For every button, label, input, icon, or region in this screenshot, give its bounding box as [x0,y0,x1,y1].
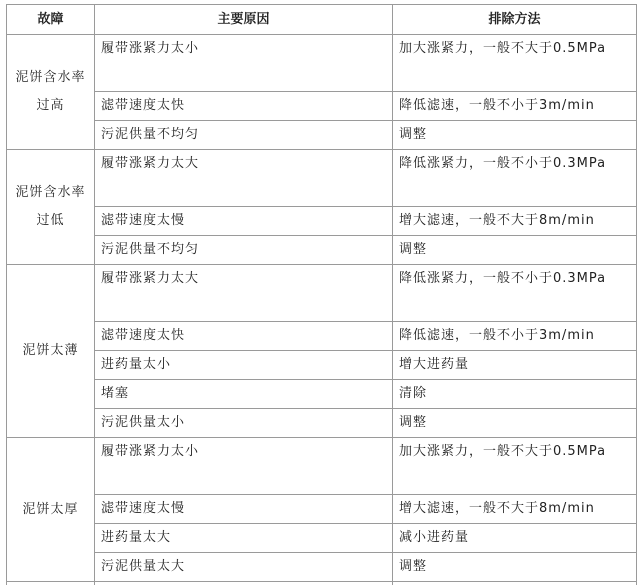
table-row [7,207,637,236]
remedy-cell: 调整 [393,236,637,265]
cause-cell: 履带涨紧力太小 [95,438,393,495]
cause-cell: 污泥供量太小 [95,409,393,438]
table-row [7,121,637,150]
table-row [7,380,637,409]
table-row [7,495,637,524]
remedy-cell: 降低涨紧力，一般不小于0.3MPa [393,265,637,322]
header-fault: 故障 [7,5,95,35]
cause-cell: 滤带速度太快 [95,322,393,351]
table-row [7,236,637,265]
table-row [7,265,637,322]
fault-cell: 泥饼太厚 [7,438,95,582]
cause-cell: 堵塞 [95,380,393,409]
cause-cell: 履带涨紧力太小 [95,35,393,92]
remedy-cell: 降低滤速，一般不小于3m/min [393,322,637,351]
fault-cell: 泥饼含水率过低 [7,150,95,265]
table-row [7,438,637,495]
table-row [7,553,637,582]
remedy-cell: 减小进药量 [393,524,637,553]
remedy-cell: 加大涨紧力，一般不大于0.5MPa [393,35,637,92]
troubleshooting-table [6,4,637,585]
cause-cell: 履带涨紧力太大 [95,150,393,207]
cause-cell: 滤带速度太慢 [95,207,393,236]
cause-cell: 滤带速度太慢 [95,495,393,524]
empty-cell [393,582,637,585]
cause-cell: 进药量太大 [95,524,393,553]
remedy-cell: 增大进药量 [393,351,637,380]
cause-cell: 污泥供量不均匀 [95,236,393,265]
cause-cell: 履带涨紧力太大 [95,265,393,322]
cause-cell: 滤带速度太快 [95,92,393,121]
remedy-cell: 加大涨紧力，一般不大于0.5MPa [393,438,637,495]
remedy-cell: 清除 [393,380,637,409]
remedy-cell: 调整 [393,121,637,150]
empty-cell [7,582,95,585]
cause-cell: 进药量太小 [95,351,393,380]
cause-cell: 污泥供量太大 [95,553,393,582]
remedy-cell: 降低涨紧力，一般不小于0.3MPa [393,150,637,207]
table-row [7,409,637,438]
fault-cell: 泥饼太薄 [7,265,95,438]
remedy-cell: 增大滤速，一般不大于8m/min [393,207,637,236]
header-row [7,5,637,35]
fault-cell: 泥饼含水率过高 [7,35,95,150]
cause-cell: 污泥供量不均匀 [95,121,393,150]
remedy-cell: 增大滤速，一般不大于8m/min [393,495,637,524]
remedy-cell: 调整 [393,409,637,438]
table-row [7,322,637,351]
remedy-cell: 降低滤速，一般不小于3m/min [393,92,637,121]
header-cause: 主要原因 [95,5,393,35]
table-row [7,35,637,92]
table-row [7,92,637,121]
table-row [7,351,637,380]
table-row-cut-off [7,582,637,585]
header-remedy: 排除方法 [393,5,637,35]
remedy-cell: 调整 [393,553,637,582]
table-row [7,524,637,553]
table-row [7,150,637,207]
empty-cell [95,582,393,585]
